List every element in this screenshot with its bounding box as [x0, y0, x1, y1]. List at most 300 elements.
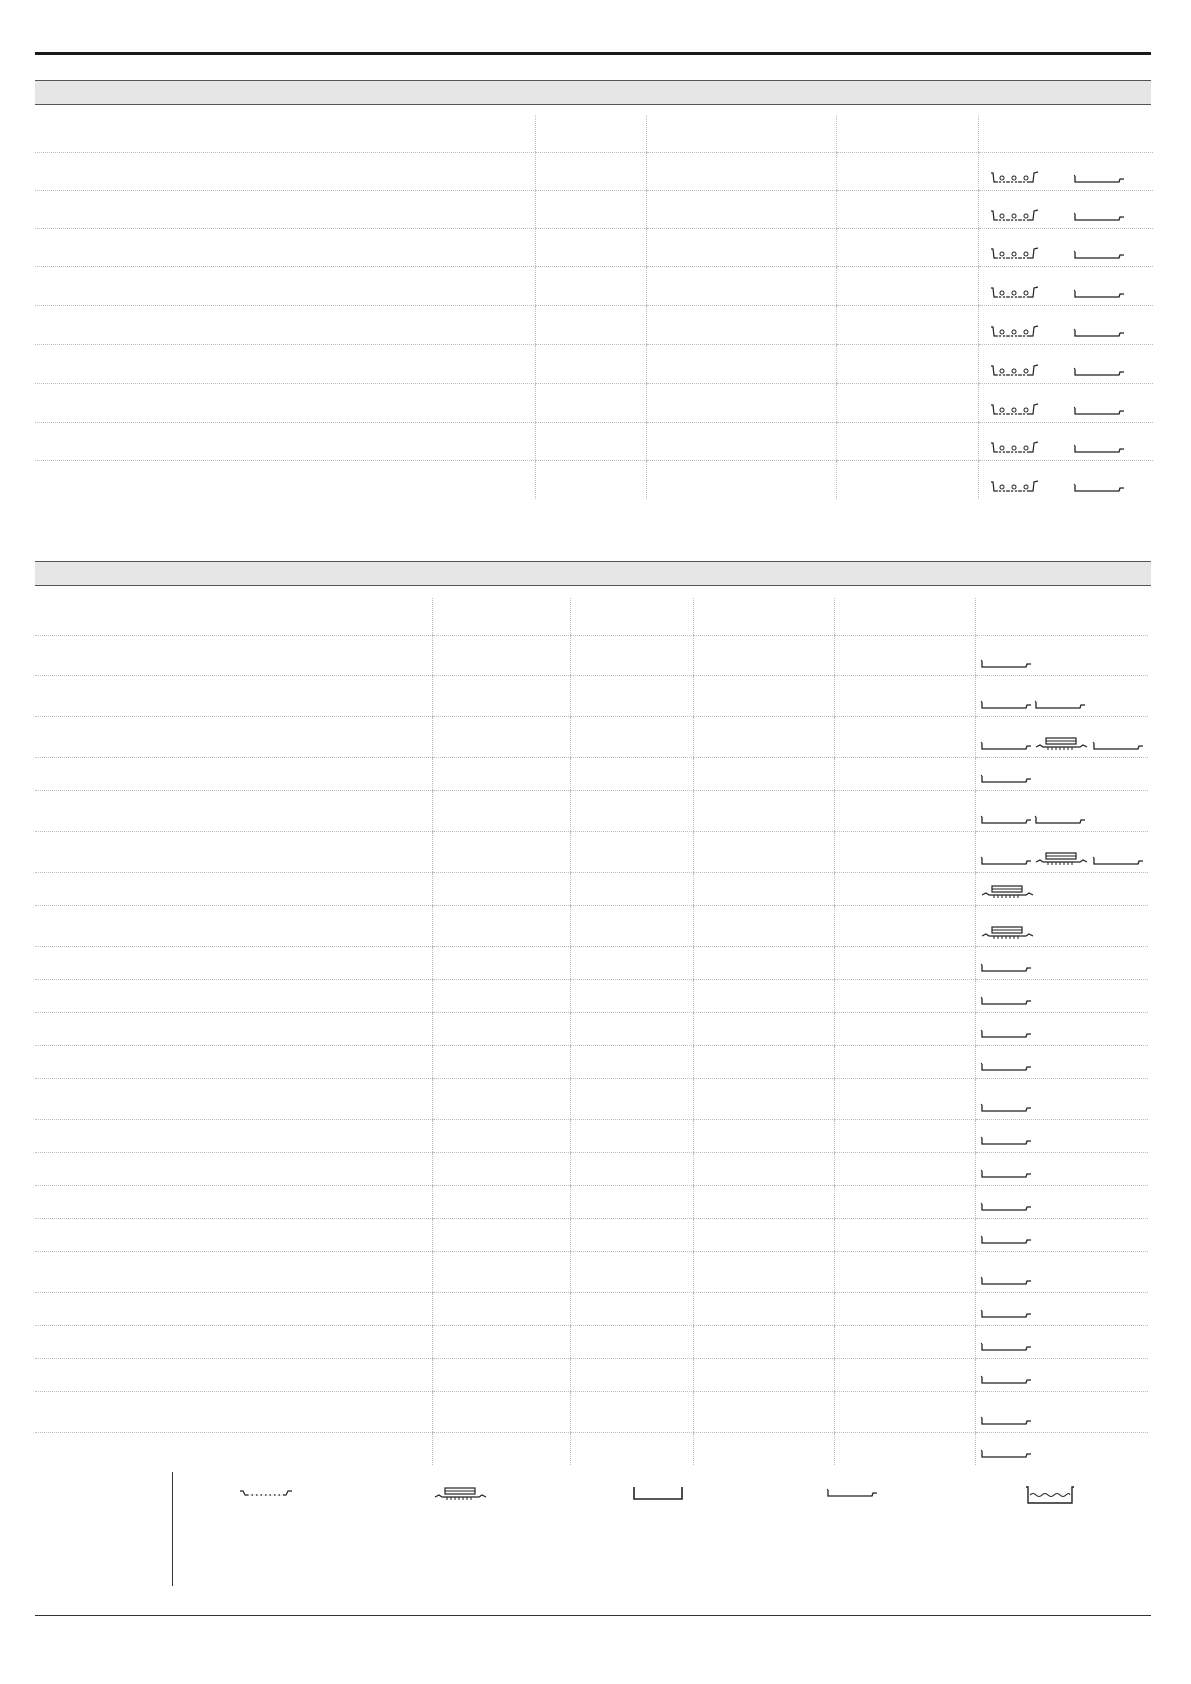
section2-header-row [35, 598, 1148, 635]
row-value-text [571, 998, 575, 1010]
row-value [834, 1325, 975, 1358]
row-value-text [571, 661, 575, 673]
shallow-tray-icon [980, 856, 1032, 866]
row-value-text [694, 1418, 698, 1430]
shallow-tray-icon [1073, 289, 1125, 299]
row-value-text [433, 1138, 437, 1150]
table-row [35, 979, 1148, 1012]
row-value-text [694, 1311, 698, 1323]
row-label-text [35, 1451, 39, 1463]
row-value [693, 1218, 834, 1251]
row-value-text [837, 485, 841, 497]
row-value-text [647, 291, 651, 303]
row-label-text [35, 1138, 39, 1150]
accessory-icons [979, 402, 1154, 422]
shallow-tray-icon [980, 1062, 1032, 1072]
row-label-text [35, 330, 39, 342]
row-label [35, 1078, 432, 1119]
section1-header-band [35, 80, 1151, 105]
row-value-text [433, 743, 437, 755]
row-value-text [835, 1311, 839, 1323]
accessory-icons [976, 1029, 1149, 1045]
grill-tray-icon [989, 363, 1041, 377]
accessory-icons [979, 479, 1154, 499]
row-accessory [975, 1045, 1148, 1078]
row-label [35, 1325, 432, 1358]
row-value [693, 790, 834, 831]
row-value-text [835, 1064, 839, 1076]
shallow-tray-icon [980, 1416, 1032, 1426]
perforated-tray-icon [238, 1485, 294, 1499]
table-row [35, 1119, 1148, 1152]
row-value-text [694, 1237, 698, 1249]
row-value [834, 872, 975, 905]
row-value-text [835, 1105, 839, 1117]
row-accessory [975, 1012, 1148, 1045]
row-value [693, 831, 834, 872]
accessory-icons [979, 363, 1154, 383]
shallow-tray-icon [1034, 700, 1086, 710]
row-value-text [694, 702, 698, 714]
row-value-text [536, 176, 540, 188]
row-value [693, 635, 834, 675]
row-value-text [571, 858, 575, 870]
row-value [834, 1012, 975, 1045]
row-value-text [647, 446, 651, 458]
row-value-text [647, 176, 651, 188]
row-value-text [694, 1105, 698, 1117]
row-value [432, 1185, 570, 1218]
row-label-text [35, 1377, 39, 1389]
row-value-text [835, 932, 839, 944]
accessory-icons [976, 1449, 1149, 1465]
row-label [35, 1012, 432, 1045]
accessory-icons [976, 1103, 1149, 1119]
accessory-icons [976, 1276, 1149, 1292]
row-label-text [35, 1311, 39, 1323]
row-value-text [694, 1064, 698, 1076]
row-value [570, 831, 693, 872]
row-label-text [35, 817, 39, 829]
row-value [646, 422, 836, 460]
row-value-text [433, 1064, 437, 1076]
row-label-text [35, 776, 39, 788]
table-row [35, 305, 1153, 344]
shallow-tray-icon [980, 1169, 1032, 1179]
row-value-text [433, 1344, 437, 1356]
row-value [432, 635, 570, 675]
accessory-icons [976, 1136, 1149, 1152]
table-row [35, 1391, 1148, 1432]
row-label-text [35, 408, 39, 420]
row-value-text [647, 330, 651, 342]
row-value-text [536, 252, 540, 264]
row-value-text [571, 1031, 575, 1043]
wire-rack-icon [433, 1485, 489, 1501]
row-value [432, 1251, 570, 1292]
section1-header-cell-text [837, 138, 841, 150]
row-value [834, 716, 975, 757]
row-value [570, 790, 693, 831]
section1-header-cell [646, 115, 836, 152]
row-label-text [35, 743, 39, 755]
row-value [693, 1325, 834, 1358]
row-value-text [433, 1278, 437, 1290]
row-value-text [433, 817, 437, 829]
shallow-tray-icon [1073, 250, 1125, 260]
row-value-text [694, 998, 698, 1010]
row-label [35, 1292, 432, 1325]
table-row [35, 190, 1153, 228]
row-value-text [647, 408, 651, 420]
table-row [35, 1358, 1148, 1391]
row-accessory [975, 757, 1148, 790]
row-value [834, 1078, 975, 1119]
shallow-tray-icon [980, 1342, 1032, 1352]
shallow-tray-icon [980, 963, 1032, 973]
shallow-tray-icon [1073, 406, 1125, 416]
accessory-icons [976, 700, 1149, 716]
row-label [35, 305, 535, 344]
row-value-text [647, 214, 651, 226]
row-accessory [975, 1078, 1148, 1119]
table-row [35, 422, 1153, 460]
row-value [834, 1045, 975, 1078]
section1-header-cell [836, 115, 978, 152]
row-label [35, 1432, 432, 1465]
shallow-tray-icon [980, 1202, 1032, 1212]
legend-item [238, 1485, 294, 1504]
row-value [570, 946, 693, 979]
section2-header-cell-text [976, 621, 980, 633]
row-label [35, 228, 535, 266]
accessory-icons [976, 774, 1149, 790]
row-value [834, 635, 975, 675]
row-accessory [975, 831, 1148, 872]
row-label [35, 1152, 432, 1185]
row-value [432, 1045, 570, 1078]
row-value-text [835, 1171, 839, 1183]
section1-header-cell [535, 115, 646, 152]
row-value-text [835, 1377, 839, 1389]
row-value [432, 1119, 570, 1152]
section1-header-cell-text [35, 138, 39, 150]
row-value-text [835, 1451, 839, 1463]
row-value [432, 1152, 570, 1185]
row-value [432, 675, 570, 716]
row-value-text [647, 252, 651, 264]
row-label-text [35, 965, 39, 977]
row-value [834, 946, 975, 979]
row-value [834, 1185, 975, 1218]
accessory-icons [976, 1375, 1149, 1391]
shallow-tray-icon [980, 815, 1032, 825]
row-value-text [837, 369, 841, 381]
table-row [35, 1078, 1148, 1119]
accessory-icons [979, 324, 1154, 344]
row-accessory [975, 872, 1148, 905]
row-label [35, 190, 535, 228]
row-value-text [835, 817, 839, 829]
row-value-text [694, 1204, 698, 1216]
row-value [570, 1391, 693, 1432]
row-value [646, 152, 836, 190]
row-accessory [975, 1292, 1148, 1325]
wire-rack-icon [1034, 735, 1090, 751]
row-label-text [35, 1418, 39, 1430]
row-value-text [835, 1237, 839, 1249]
accessory-icons [976, 1169, 1149, 1185]
row-value [836, 383, 978, 422]
row-value [836, 228, 978, 266]
row-accessory [975, 1185, 1148, 1218]
row-value [836, 344, 978, 383]
row-value [432, 946, 570, 979]
row-label [35, 905, 432, 946]
row-accessory [978, 460, 1153, 499]
row-value-text [536, 369, 540, 381]
row-value [432, 1358, 570, 1391]
row-label-text [35, 446, 39, 458]
row-value [834, 1152, 975, 1185]
row-value-text [571, 1311, 575, 1323]
row-value [570, 1292, 693, 1325]
table-row [35, 228, 1153, 266]
row-accessory [978, 422, 1153, 460]
grill-tray-icon [989, 324, 1041, 338]
row-accessory [975, 716, 1148, 757]
table-row [35, 1152, 1148, 1185]
table-row [35, 152, 1153, 190]
shallow-tray-icon [980, 1029, 1032, 1039]
accessory-icons [976, 1416, 1149, 1432]
row-label [35, 757, 432, 790]
row-label [35, 1045, 432, 1078]
row-value-text [694, 743, 698, 755]
row-value-text [571, 1105, 575, 1117]
row-label-text [35, 661, 39, 673]
row-label [35, 266, 535, 305]
row-value-text [536, 446, 540, 458]
row-label-text [35, 1344, 39, 1356]
grill-tray-icon [989, 402, 1041, 416]
row-value [693, 1251, 834, 1292]
shallow-tray-icon [980, 996, 1032, 1006]
row-accessory [975, 635, 1148, 675]
row-value [535, 344, 646, 383]
table-row [35, 831, 1148, 872]
section2-header-cell-text [571, 621, 575, 633]
row-label-text [35, 1278, 39, 1290]
row-accessory [975, 1391, 1148, 1432]
row-label [35, 635, 432, 675]
row-value [570, 1185, 693, 1218]
row-label-text [35, 291, 39, 303]
row-value-text [571, 1344, 575, 1356]
row-value [432, 1218, 570, 1251]
row-value-text [694, 932, 698, 944]
section1-header-cell-text [536, 138, 540, 150]
table-row [35, 905, 1148, 946]
grill-tray-icon [989, 440, 1041, 454]
row-value-text [536, 291, 540, 303]
row-value [693, 1358, 834, 1391]
row-label [35, 831, 432, 872]
accessory-icons [976, 1202, 1149, 1218]
accessory-icons [976, 815, 1149, 831]
row-accessory [975, 946, 1148, 979]
row-value-text [536, 408, 540, 420]
row-value-text [571, 743, 575, 755]
table-row [35, 344, 1153, 383]
row-value [693, 946, 834, 979]
row-value [834, 675, 975, 716]
row-value-text [835, 965, 839, 977]
row-label-text [35, 214, 39, 226]
section2-header-cell-text [35, 621, 39, 633]
row-value-text [694, 1171, 698, 1183]
row-value [693, 1152, 834, 1185]
row-value [432, 872, 570, 905]
row-value [646, 344, 836, 383]
row-label [35, 152, 535, 190]
section1-header-cell-text [647, 138, 651, 150]
row-value [646, 190, 836, 228]
shallow-tray-icon [1073, 483, 1125, 493]
row-accessory [975, 1218, 1148, 1251]
row-value-text [835, 776, 839, 788]
row-value [836, 152, 978, 190]
row-value [693, 872, 834, 905]
accessory-icons [976, 1235, 1149, 1251]
row-value [646, 383, 836, 422]
row-value [693, 757, 834, 790]
row-accessory [975, 1325, 1148, 1358]
row-value [432, 1078, 570, 1119]
row-value-text [694, 776, 698, 788]
section2-header-cell [570, 598, 693, 635]
row-accessory [975, 905, 1148, 946]
row-value [535, 190, 646, 228]
row-value [432, 1292, 570, 1325]
row-value-text [837, 214, 841, 226]
row-value-text [433, 1031, 437, 1043]
row-accessory [978, 266, 1153, 305]
row-label [35, 790, 432, 831]
row-label [35, 1358, 432, 1391]
row-value [432, 1012, 570, 1045]
row-value [535, 266, 646, 305]
row-value-text [837, 176, 841, 188]
row-value [535, 152, 646, 190]
row-value [834, 1292, 975, 1325]
row-accessory [978, 344, 1153, 383]
row-accessory [978, 152, 1153, 190]
row-label [35, 675, 432, 716]
row-value-text [571, 702, 575, 714]
row-value [570, 1078, 693, 1119]
shallow-tray-icon [1073, 367, 1125, 377]
row-label [35, 979, 432, 1012]
row-value [646, 266, 836, 305]
row-value-text [433, 1171, 437, 1183]
row-value-text [433, 1105, 437, 1117]
row-accessory [978, 383, 1153, 422]
row-value-text [536, 214, 540, 226]
section2-header-cell-text [835, 621, 839, 633]
row-value [836, 305, 978, 344]
row-value [693, 1012, 834, 1045]
row-value [834, 1358, 975, 1391]
row-value [432, 790, 570, 831]
row-value [570, 979, 693, 1012]
section2-header-cell [35, 598, 432, 635]
row-value-text [694, 858, 698, 870]
section2-header-cell [432, 598, 570, 635]
table-row [35, 946, 1148, 979]
row-label-text [35, 1171, 39, 1183]
row-label-text [35, 369, 39, 381]
row-accessory [975, 1358, 1148, 1391]
row-value [432, 1391, 570, 1432]
legend-divider [172, 1472, 173, 1586]
row-value [570, 905, 693, 946]
row-value [836, 460, 978, 499]
row-value [432, 1432, 570, 1465]
row-value [693, 675, 834, 716]
row-label-text [35, 858, 39, 870]
row-value-text [837, 446, 841, 458]
accessory-icons [976, 963, 1149, 979]
row-label-text [35, 485, 39, 497]
row-value-text [835, 891, 839, 903]
row-value-text [835, 743, 839, 755]
row-value-text [433, 1204, 437, 1216]
grill-tray-icon [989, 285, 1041, 299]
top-rule [35, 52, 1151, 55]
row-value [570, 675, 693, 716]
row-label [35, 460, 535, 499]
accessory-icons [976, 883, 1149, 905]
section2-header-cell [834, 598, 975, 635]
row-value-text [835, 998, 839, 1010]
accessory-icons [976, 1342, 1149, 1358]
row-value [535, 228, 646, 266]
accessory-icons [976, 735, 1149, 757]
table-row [35, 716, 1148, 757]
table-row [35, 1012, 1148, 1045]
row-value [834, 905, 975, 946]
section1-header-row [35, 115, 1153, 152]
row-value [693, 1045, 834, 1078]
row-label-text [35, 998, 39, 1010]
row-value-text [837, 408, 841, 420]
legend-item [1022, 1485, 1078, 1510]
row-value-text [571, 891, 575, 903]
row-value [693, 1185, 834, 1218]
row-value-text [694, 1138, 698, 1150]
row-value [570, 1012, 693, 1045]
section2-header-band [35, 561, 1151, 586]
row-value [834, 757, 975, 790]
shallow-tray-icon [1073, 174, 1125, 184]
row-value-text [571, 776, 575, 788]
row-value-text [571, 1171, 575, 1183]
row-value-text [694, 891, 698, 903]
row-label-text [35, 1105, 39, 1117]
row-value [432, 716, 570, 757]
row-value [570, 635, 693, 675]
